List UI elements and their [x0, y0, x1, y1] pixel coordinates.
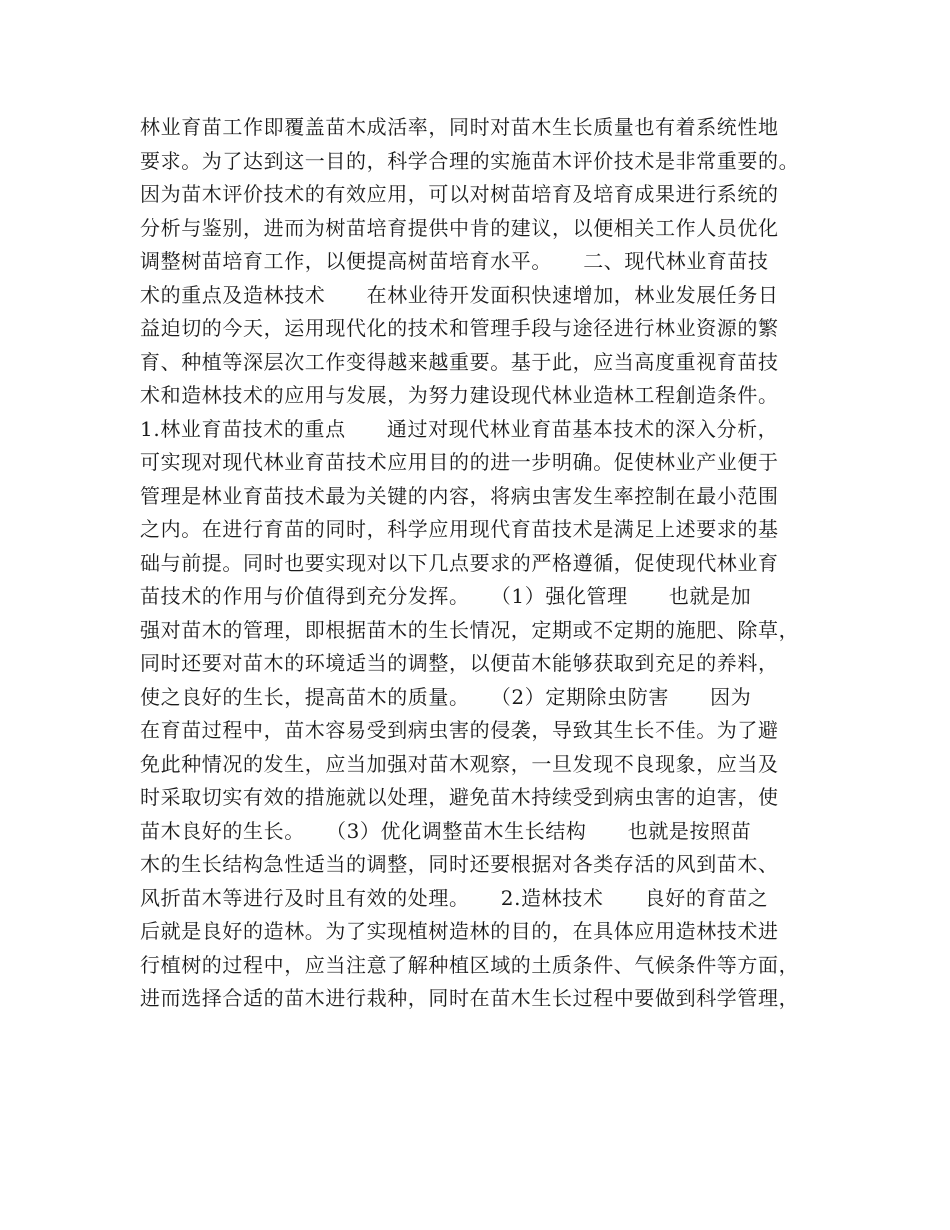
text-line: 因为苗木评价技术的有效应用，可以对树苗培育及培育成果进行系统的 — [140, 182, 779, 206]
text-line: 在育苗过程中，苗木容易受到病虫害的侵袭，导致其生长不佳。为了避 — [140, 718, 779, 742]
text-line: 1.林业育苗技术的重点 通过对现代林业育苗基本技术的深入分析， — [140, 416, 779, 441]
text-line: 术和造林技术的应用与发展，为努力建设现代林业造林工程創造条件。 — [140, 383, 779, 407]
text-line: 苗木良好的生长。 （3）优化调整苗木生长结构 也就是按照苗 — [140, 818, 752, 843]
text-line: 同时还要对苗木的环境适当的调整，以便苗木能够获取到充足的养料， — [140, 651, 779, 675]
text-line: 术的重点及造林技术 在林业待开发面积快速增加，林业发展任务日 — [140, 282, 779, 307]
text-line: 行植树的过程中，应当注意了解种植区域的土质条件、气候条件等方面， — [140, 952, 800, 977]
text-line: 分析与鉴别，进而为树苗培育提供中肯的建议，以便相关工作人员优化 — [140, 215, 779, 240]
text-line: 进而选择合适的苗木进行栽种，同时在苗木生长过程中要做到科学管理， — [140, 986, 800, 1010]
body-text — [140, 111, 840, 1016]
text-line: 使之良好的生长，提高苗木的质量。 （2）定期除虫防害 因为 — [140, 684, 752, 709]
text-line: 之内。在进行育苗的同时，科学应用现代育苗技术是满足上述要求的基 — [140, 517, 779, 541]
text-line: 础与前提。同时也要实现对以下几点要求的严格遵循，促使现代林业育 — [140, 550, 779, 575]
text-line: 林业育苗工作即覆盖苗木成活率，同时对苗木生长质量也有着系统性地 — [140, 115, 779, 139]
text-line: 调整树苗培育工作，以便提高树苗培育水平。 二、现代林业育苗技 — [140, 249, 769, 273]
text-line: 要求。为了达到这一目的，科学合理的实施苗木评价技术是非常重要的。 — [140, 148, 800, 173]
text-line: 时采取切实有效的措施就以处理，避免苗木持续受到病虫害的迫害，使 — [140, 785, 779, 809]
text-line: 后就是良好的造林。为了实现植树造林的目的，在具体应用造林技术进 — [140, 919, 779, 943]
text-line: 可实现对现代林业育苗技术应用目的的进一步明确。促使林业产业便于 — [140, 450, 779, 474]
text-line: 强对苗木的管理，即根据苗木的生长情况，定期或不定期的施肥、除草， — [140, 617, 800, 642]
text-line: 管理是林业育苗技术最为关键的内容，将病虫害发生率控制在最小范围 — [140, 483, 779, 508]
text-line: 风折苗木等进行及时且有效的处理。 2.造林技术 良好的育苗之 — [140, 885, 769, 910]
text-line: 苗技术的作用与价值得到充分发挥。 （1）强化管理 也就是加 — [140, 584, 752, 608]
text-line: 木的生长结构急性适当的调整，同时还要根据对各类存活的风到苗木、 — [140, 852, 779, 876]
text-line: 益迫切的今天，运用现代化的技术和管理手段与途径进行林业资源的繁 — [140, 316, 779, 340]
text-line: 免此种情况的发生，应当加强对苗木观察，一旦发现不良现象，应当及 — [140, 751, 779, 776]
text-line: 育、种植等深层次工作变得越来越重要。基于此，应当高度重视育苗技 — [140, 349, 779, 374]
